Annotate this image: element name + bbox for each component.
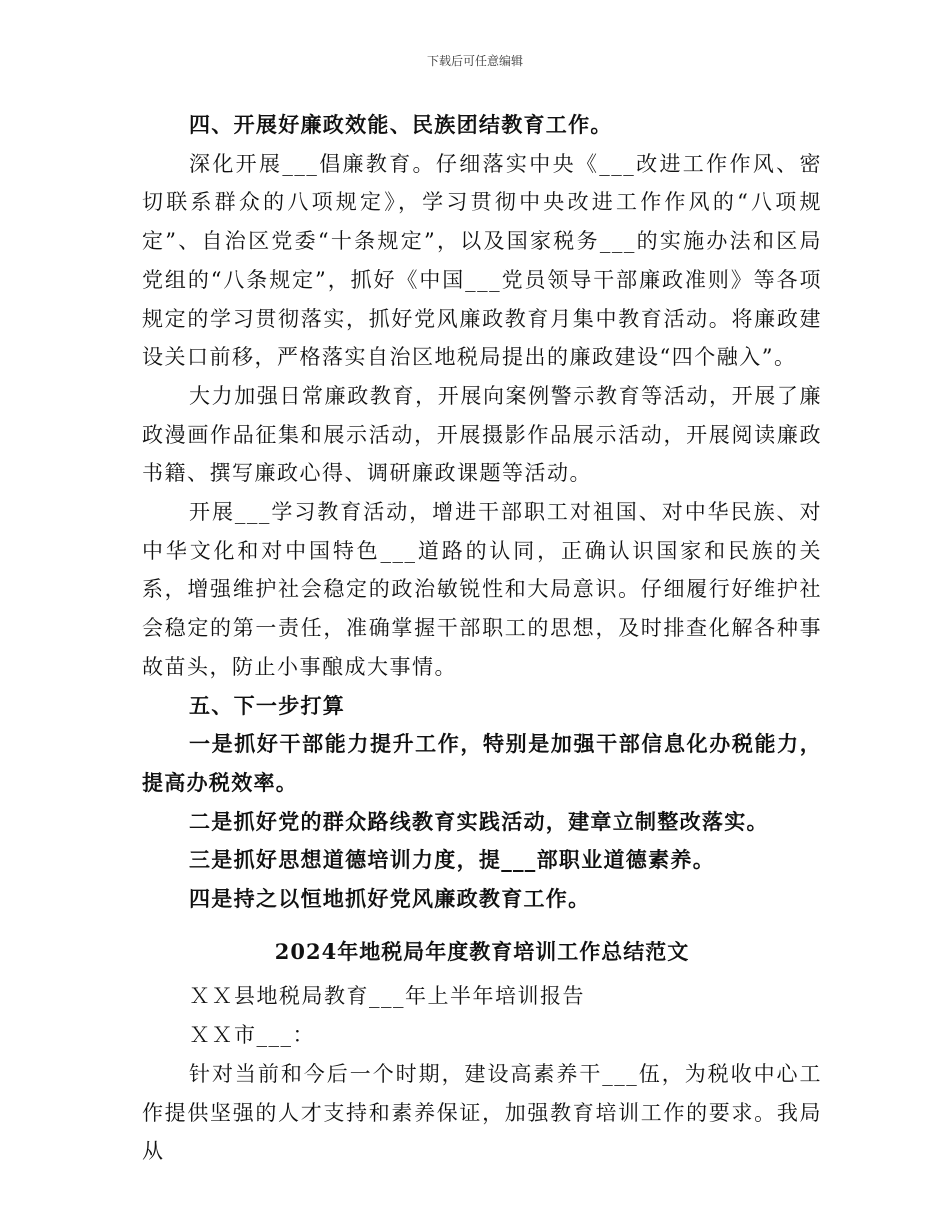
section-5-item-1: 一是抓好干部能力提升工作，特别是加强干部信息化办税能力，提高办税效率。 [142,731,822,795]
section-4-paragraph-2: 大力加强日常廉政教育，开展向案例警示教育等活动，开展了廉政漫画作品征集和展示活动，开展摄影作品展示活动，开展阅读廉政书籍、撰写廉政心得、调研廉政课题等活动。 [142,383,822,486]
page-header-note: 下载后可任意编辑 [426,54,523,68]
article-title: 2024年地税局年度教育培训工作总结范文 [274,938,690,964]
section-5-item-2: 二是抓好党的群众路线教育实践活动，建章立制整改落实。 [189,808,769,834]
article-body-paragraph: 针对当前和今后一个时期，建设高素养干___伍，为税收中心工作提供坚强的人才支持和素养保证，加强教育培训工作的要求。我局从 [142,1061,822,1164]
section-5-heading: 五、下一步打算 [189,692,346,718]
article-subtitle: ＸＸ县地税局教育___年上半年培训报告 [189,984,585,1009]
section-4-paragraph-1: 深化开展___倡廉教育。仔细落实中央《___改进工作作风、密切联系群众的八项规定》，学习贯彻中央改进工作作风的“八项规定”、自治区党委“十条规定”，以及国家税务___的实施办法和区局党组的“八条规定”，抓好《中国___党员领导干部廉政准则》等各项规定的学习贯彻落实，抓好党风廉政教育月集中教育活动。将廉政建设关口前移，严格落实自治区地税局提出的廉政建设“四个融入”。 [142,151,822,370]
section-5-item-4: 四是持之以恒地抓好党风廉政教育工作。 [189,886,591,912]
section-4-paragraph-3: 开展___学习教育活动，增进干部职工对祖国、对中华民族、对中华文化和对中国特色___道路的认同，正确认识国家和民族的关系，增强维护社会稳定的政治敏锐性和大局意识。仔细履行好维护社会稳定的第一责任，准确掌握干部职工的思想，及时排查化解各种事故苗头，防止小事酿成大事情。 [142,500,822,679]
section-5-item-3: 三是抓好思想道德培训力度，提___部职业道德素养。 [189,847,715,873]
document-body [142,106,822,1171]
article-salutation: ＸＸ市___： [189,1023,315,1048]
section-4-heading: 四、开展好廉政效能、民族团结教育工作。 [189,112,613,137]
